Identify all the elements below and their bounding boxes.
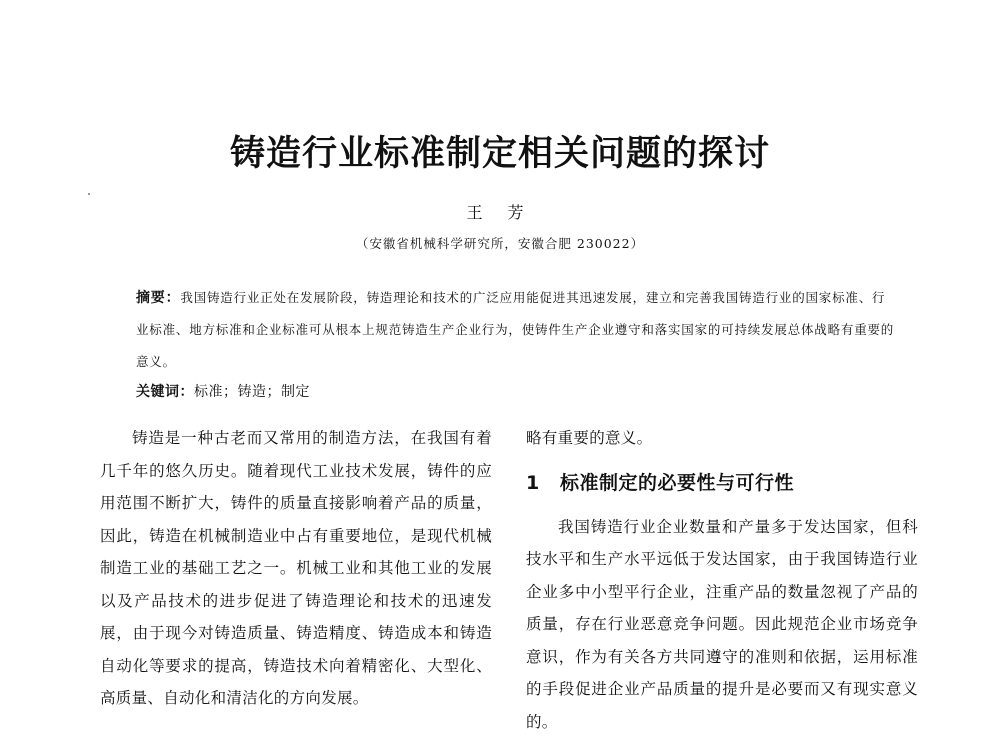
- section-title: 标准制定的必要性与可行性: [560, 471, 795, 494]
- section-heading: [526, 467, 918, 499]
- scan-artifact-dot: [88, 193, 90, 195]
- paper-title: 铸造行业标准制定相关问题的探讨: [229, 134, 770, 174]
- keywords-label: 关键词：: [136, 384, 194, 400]
- left-column: [100, 422, 492, 715]
- section-number: 1: [526, 471, 540, 494]
- abstract: [136, 282, 896, 378]
- abstract-text: 我国铸造行业正处在发展阶段，铸造理论和技术的广泛应用能促进其迅速发展，建立和完善我国铸造行业的国家标准、行业标准、地方标准和企业标准可从根本上规范铸造生产企业行为，使铸件生产企业遵守和落实国家的可持续发展总体战略有重要的意义。: [136, 290, 895, 369]
- body-paragraph: 铸造是一种古老而又常用的制造方法，在我国有着几千年的悠久历史。随着现代工业技术发展，铸件的应用范围不断扩大，铸件的质量直接影响着产品的质量，因此，铸造在机械制造业中占有重要地位，是现代机械制造工业的基础工艺之一。机械工业和其他工业的发展以及产品技术的进步促进了铸造理论和技术的迅速发展，由于现今对铸造质量、铸造精度、铸造成本和铸造自动化等要求的提高，铸造技术向着精密化、大型化、高质量、自动化和清洁化的方向发展。: [100, 429, 492, 707]
- author-name: 王 芳: [466, 203, 534, 222]
- keywords-text: 标准；铸造；制定: [194, 384, 310, 400]
- body-paragraph-continuation: 略有重要的意义。: [526, 429, 653, 447]
- body-paragraph: 我国铸造行业企业数量和产量多于发达国家，但科技水平和生产水平远低于发达国家，由于我国铸造行业企业多中小型平行企业，注重产品的数量忽视了产品的质量，存在行业恶意竞争问题。因此规范企业市场竞争意识，作为有关各方共同遵守的准则和依据，运用标准的手段促进企业产品质量的提升是必要而又有现实意义的。: [526, 517, 918, 731]
- author-affiliation: （安徽省机械科学研究所，安徽合肥 230022）: [355, 236, 645, 251]
- right-column: [526, 422, 918, 738]
- abstract-label: 摘要：: [136, 290, 181, 306]
- keywords: [136, 380, 896, 404]
